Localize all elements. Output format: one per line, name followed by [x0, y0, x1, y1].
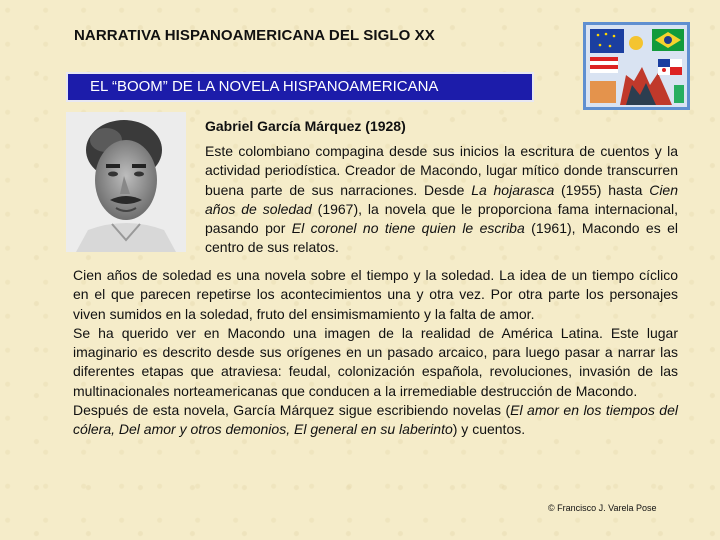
page-title: NARRATIVA HISPANOAMERICANA DEL SIGLO XX: [74, 27, 435, 44]
intro-text: (1955) hasta: [554, 181, 650, 198]
section-banner: EL “BOOM” DE LA NOVELA HISPANOAMERICANA: [66, 72, 534, 102]
work-title-el-coronel: El coronel no tiene quien le escriba: [291, 220, 525, 237]
portrait-graphic: [66, 112, 186, 252]
main-body-text: [73, 266, 678, 440]
author-heading: Gabriel García Márquez (1928): [205, 118, 406, 134]
intro-text: Este colombiano compagina desde sus inicios la escritura de cuentos y la actividad periodística. Creador de Macondo, lugar mítico donde transcurren buena parte de sus narraciones. Desde: [205, 143, 678, 198]
flags-collage-image: [583, 22, 690, 110]
body-text: ) y cuentos.: [452, 421, 526, 438]
flags-collage-graphic: [586, 25, 687, 107]
body-text: Después de esta novela, García Márquez sigue escribiendo novelas (: [73, 402, 511, 419]
copyright-credit: © Francisco J. Varela Pose: [548, 503, 657, 513]
work-title-cien-anos: Cien años de soledad: [205, 181, 678, 217]
intro-text: (1961), Macondo es el centro de sus relatos.: [205, 220, 679, 256]
work-title-la-hojarasca: La hojarasca: [471, 181, 555, 198]
author-intro-paragraph: [205, 142, 678, 258]
body-paragraph-2: Se ha querido ver en Macondo una imagen de la realidad de América Latina. Este lugar imaginario es descrito desde sus orígenes en un pasado arcaico, para luego pasar a narrar las diferentes etapas que atraviesa: feudal, colonización española, revoluciones, invasión de las multinacionales norteamericanas que conducen a la irremediable destrucción de Macondo.: [73, 324, 678, 399]
body-paragraph-1: Cien años de soledad es una novela sobre el tiempo y la soledad. La idea de un tiempo cíclico en el que parecen repetirse los acontecimientos una y otra vez. Por otra parte los personajes viven sumidos en la soledad, fruto del ensimismamiento y la falta de amor.: [73, 267, 678, 322]
intro-text: (1967), la novela que le proporciona fama internacional, pasando por: [205, 200, 678, 237]
later-works-titles: El amor en los tiempos del cólera, Del amor y otros demonios, El general en su laberinto: [73, 402, 678, 438]
author-portrait-photo: [66, 112, 186, 252]
body-paragraph-3: [73, 401, 678, 440]
